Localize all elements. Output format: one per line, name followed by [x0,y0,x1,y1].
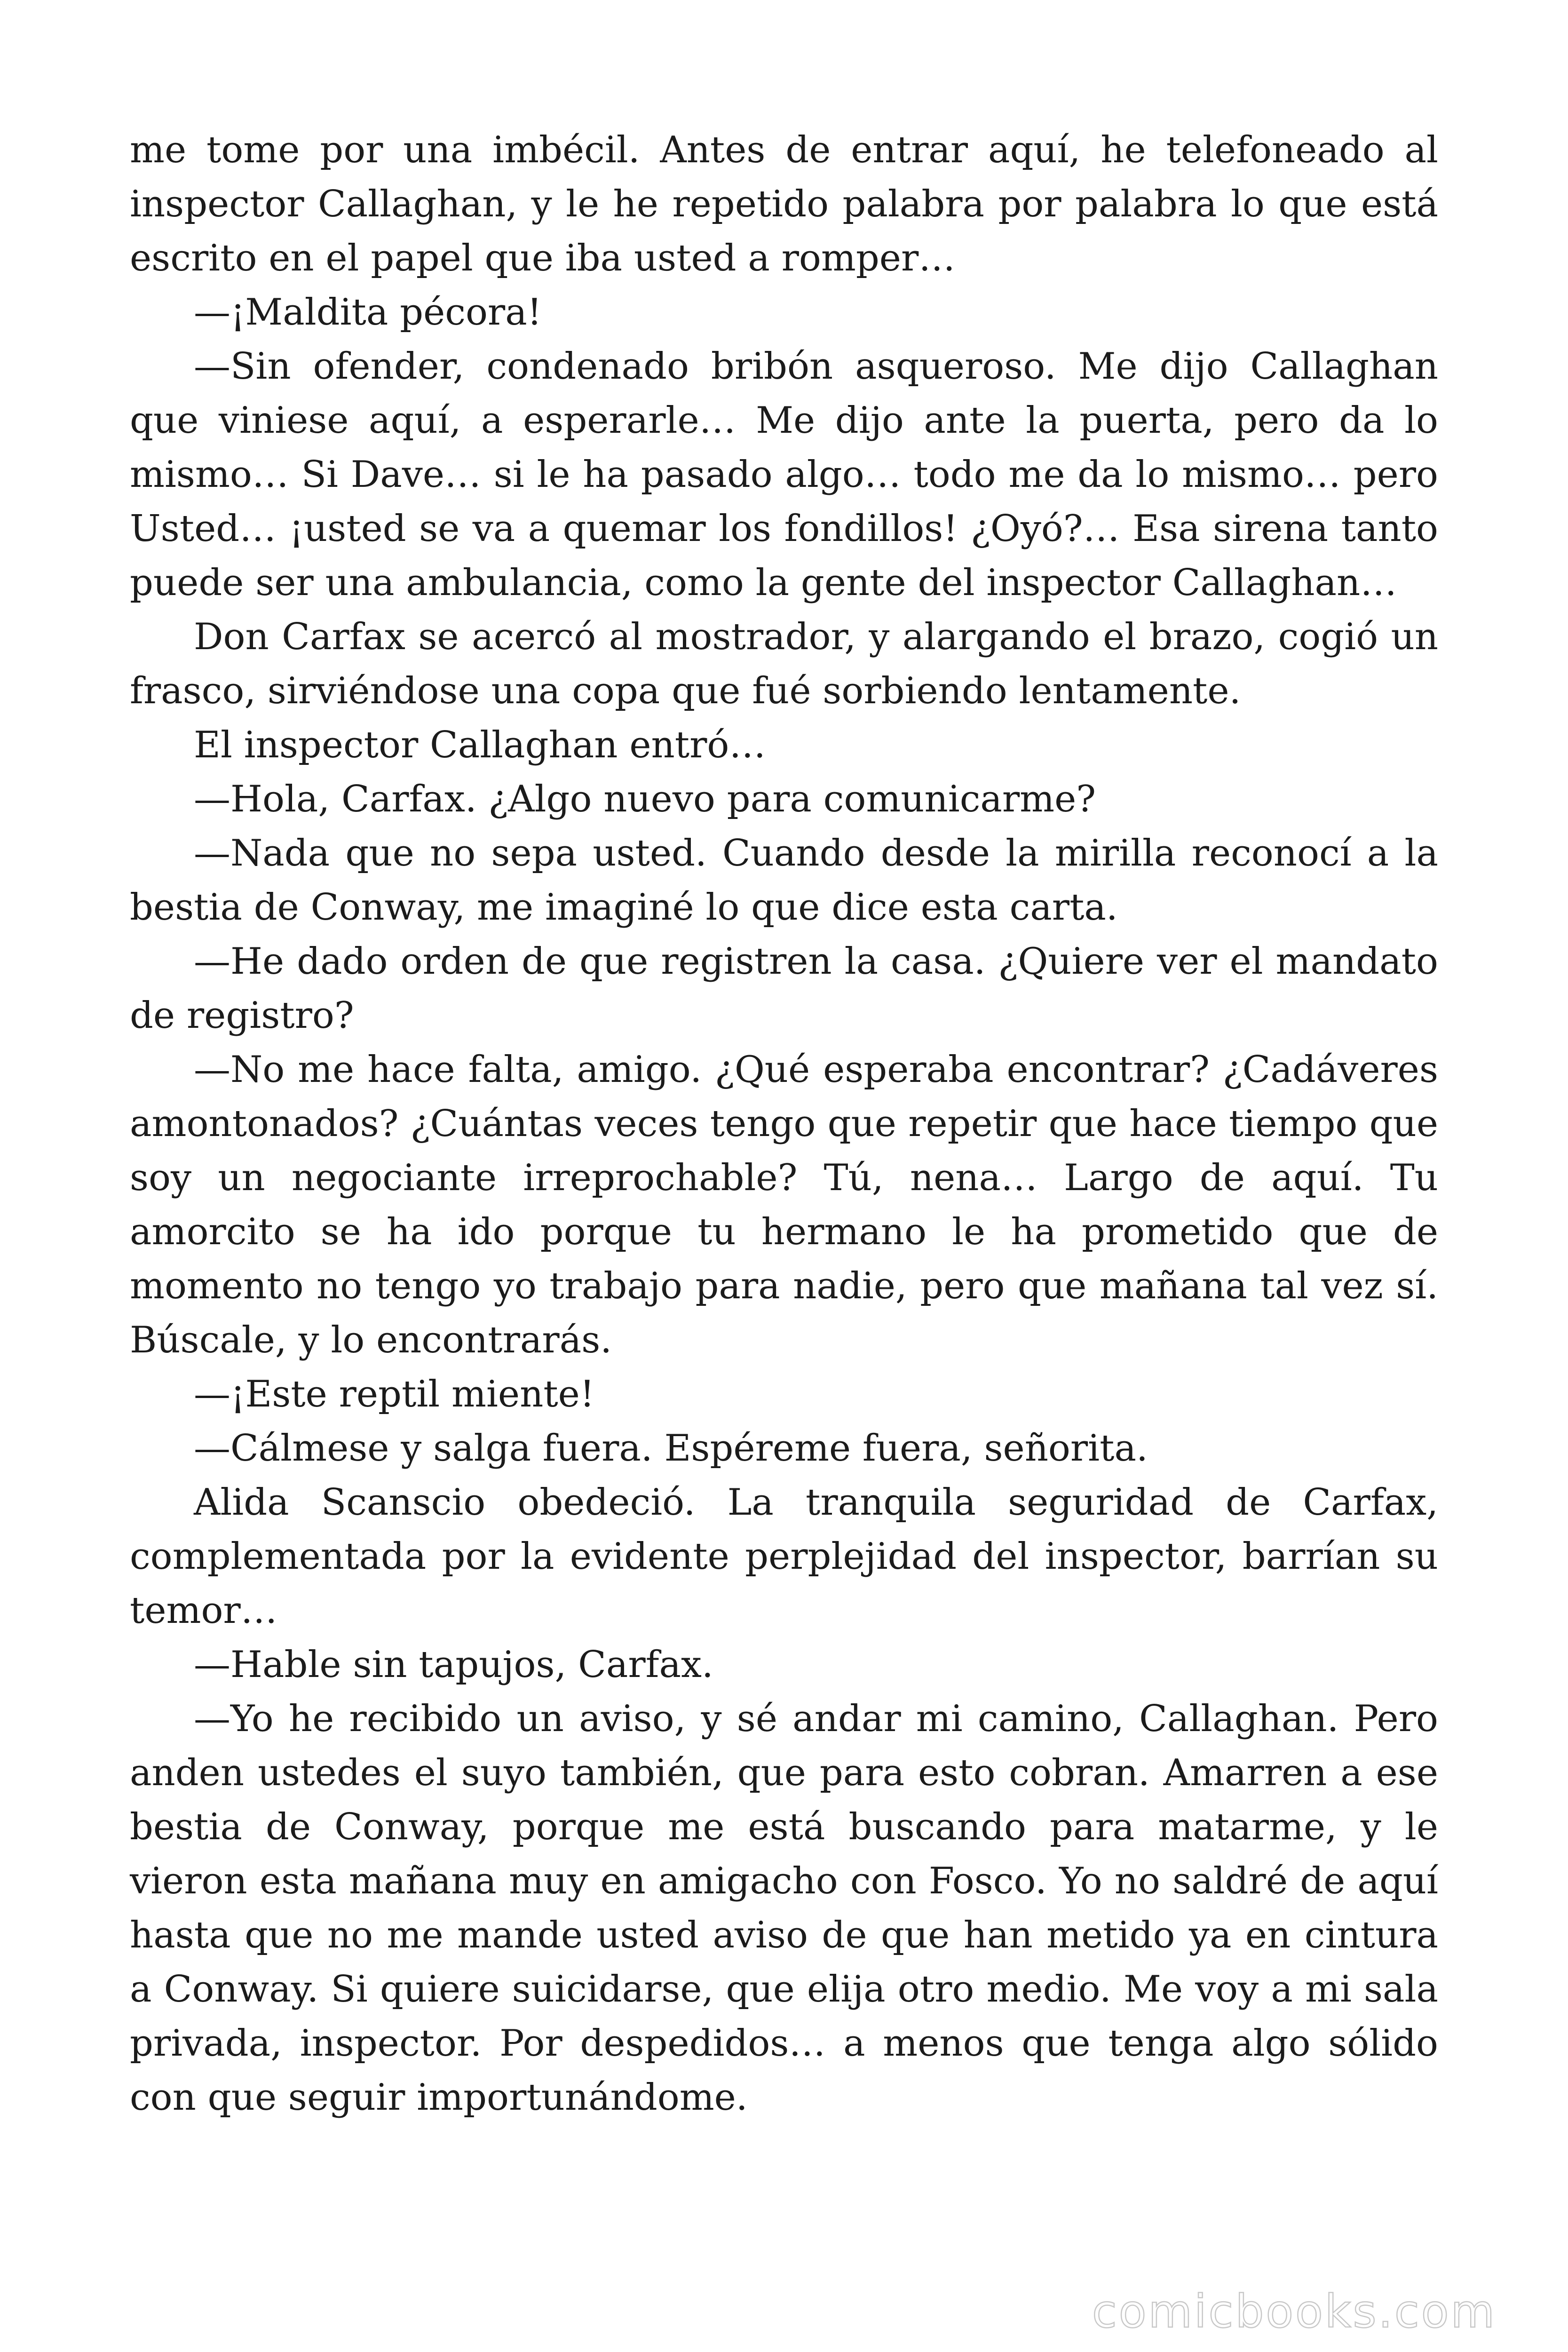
paragraph: —Yo he recibido un aviso, y sé andar mi camino, Callaghan. Pero anden ustedes el suyo también, que para esto cobran. Amarren a ese bestia de Conway, porque me está buscando para matarme, y le vieron esta mañana muy en amigacho con Fosco. Yo no saldré de aquí hasta que no me mande usted aviso de que han metido ya en cintura a Conway. Si quiere suicidarse, que elija otro medio. Me voy a mi sala privada, inspector. Por despedidos… a menos que tenga algo sólido con que seguir importunándome. [130,1698,1438,2119]
paragraph: El inspector Callaghan entró… [194,724,766,766]
paragraph: —Nada que no sepa usted. Cuando desde la mirilla reconocí a la bestia de Conway, me imaginé lo que dice esta carta. [130,832,1438,929]
paragraph: —He dado orden de que registren la casa. ¿Quiere ver el mandato de registro? [130,940,1438,1037]
paragraph: —Hola, Carfax. ¿Algo nuevo para comunicarme? [194,778,1096,820]
paragraph: —No me hace falta, amigo. ¿Qué esperaba encontrar? ¿Cadáveres amontonados? ¿Cuántas veces tengo que repetir que hace tiempo que soy un negociante irreprochable? Tú, nena… Largo de aquí. Tu amorcito se ha ido porque tu hermano le ha prometido que de momento no tengo yo trabajo para nadie, pero que mañana tal vez sí. Búscale, y lo encontrarás. [130,1049,1438,1361]
paragraph: —Hable sin tapujos, Carfax. [194,1644,713,1686]
page-body [130,123,1438,2125]
watermark: comicbooks.com [1092,2285,1497,2338]
paragraph: Don Carfax se acercó al mostrador, y alargando el brazo, cogió un frasco, sirviéndose una copa que fué sorbiendo lentamente. [130,616,1438,712]
paragraph: —¡Este reptil miente! [194,1373,595,1415]
paragraph: —¡Maldita pécora! [194,291,542,334]
paragraph: Alida Scanscio obedeció. La tranquila seguridad de Carfax, complementada por la evidente perplejidad del inspector, barrían su temor… [130,1481,1438,1632]
paragraph: —Sin ofender, condenado bribón asqueroso. Me dijo Callaghan que viniese aquí, a esperarle… Me dijo ante la puerta, pero da lo mismo… Si Dave… si le ha pasado algo… todo me da lo mismo… pero Usted… ¡usted se va a quemar los fondillos! ¿Oyó?… Esa sirena tanto puede ser una ambulancia, como la gente del inspector Callaghan… [130,345,1438,604]
paragraph-continuation: me tome por una imbécil. Antes de entrar aquí, he telefoneado al inspector Callaghan, y le he repetido palabra por palabra lo que está escrito en el papel que iba usted a romper… [130,129,1438,279]
paragraph: —Cálmese y salga fuera. Espéreme fuera, señorita. [194,1427,1148,1470]
